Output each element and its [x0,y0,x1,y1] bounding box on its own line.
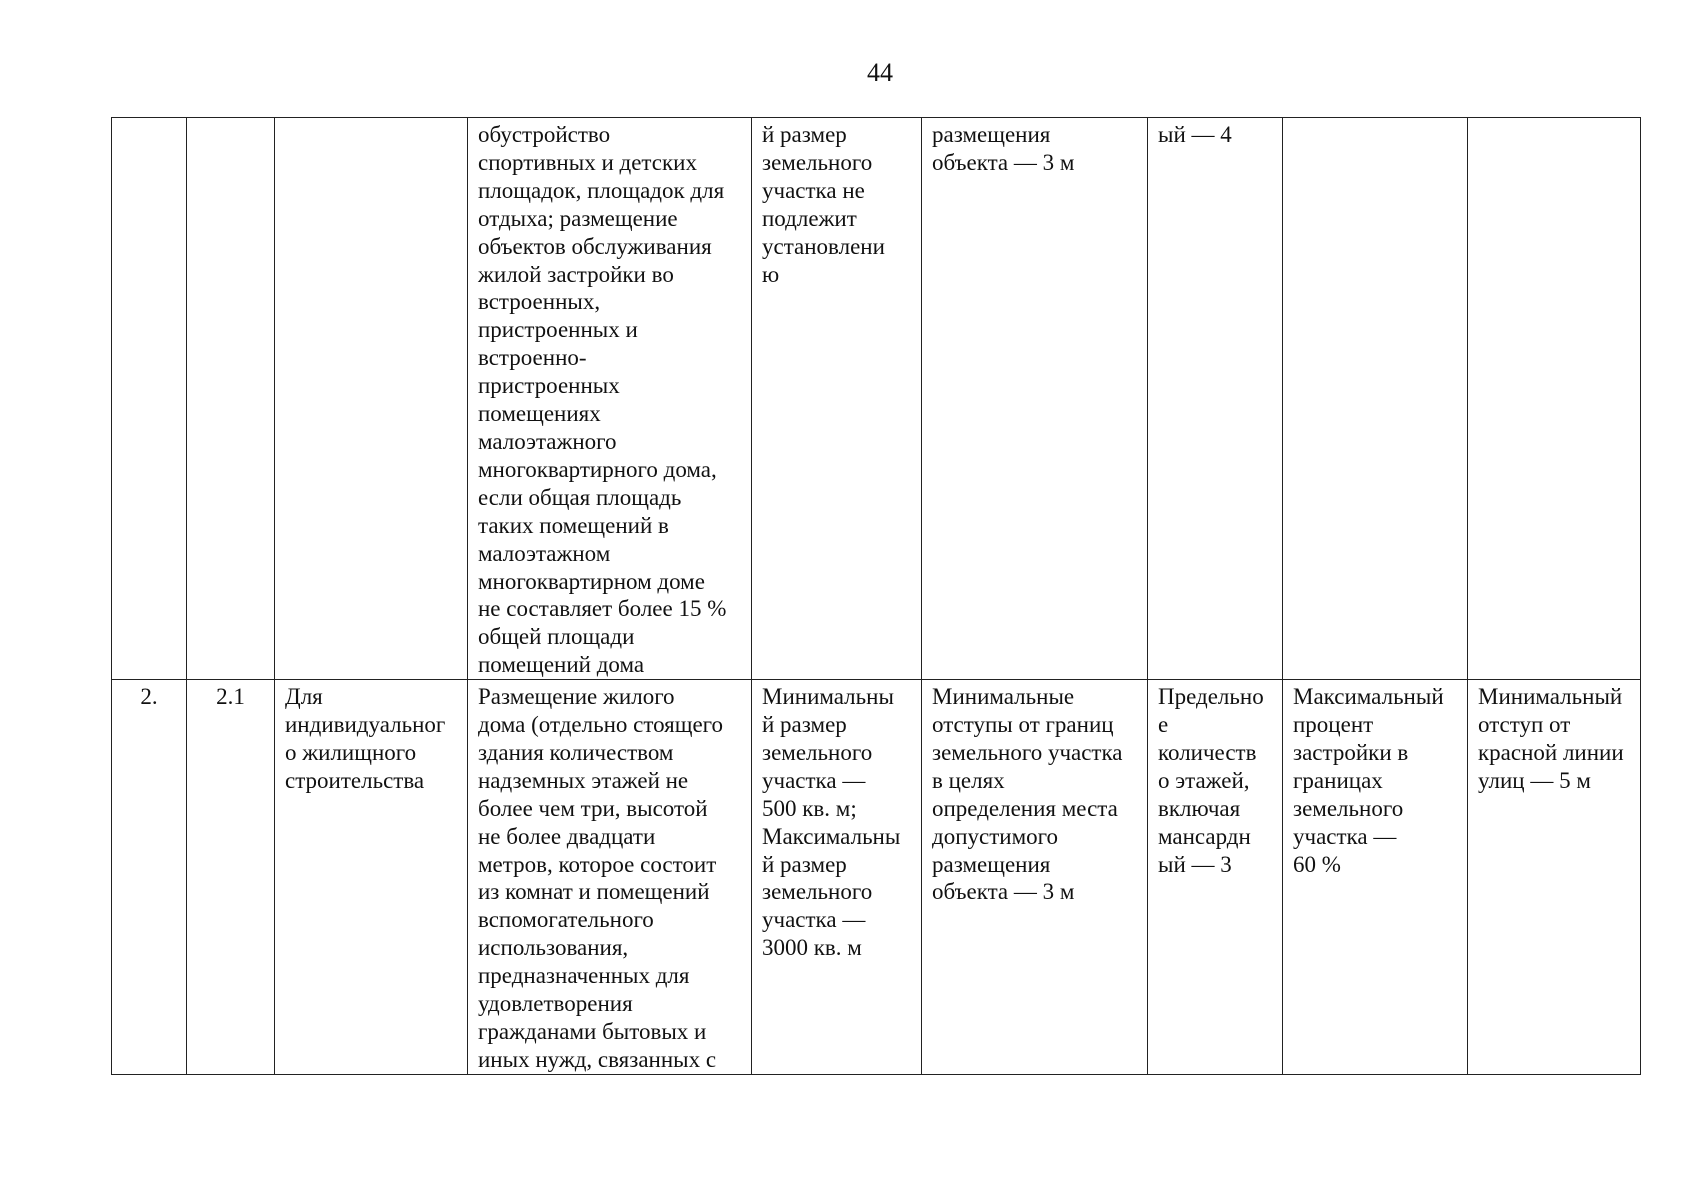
description-cell: Размещение жилого дома (отдельно стоящего здания количеством надземных этажей не более чем три, высотой не более двадцати метров, которое состоит из комнат и помещений вспомогательного использования, предназначенных для удовлетворения гражданами бытовых и иных нужд, связанных с [468,680,752,1075]
setback-cell: размещения объекта — 3 м [922,118,1148,680]
zoning-table [111,117,1641,1075]
red-line-setback-cell: Минимальный отступ от красной линии улиц — 5 м [1468,680,1641,1075]
setback-cell: Минимальные отступы от границ земельного участка в целях определения места допустимого размещения объекта — 3 м [922,680,1148,1075]
table-row [112,680,1641,1075]
plot-size-cell: й размер земельного участка не подлежит установлени ю [752,118,922,680]
building-percent-cell [1283,118,1468,680]
code-cell [187,118,275,680]
code-cell: 2.1 [187,680,275,1075]
row-number-cell [112,118,187,680]
use-type-cell [275,118,468,680]
floors-cell: Предельно е количеств о этажей, включая мансардн ый — 3 [1148,680,1283,1075]
page-number: 44 [867,58,893,87]
plot-size-cell: Минимальны й размер земельного участка — 500 кв. м; Максимальны й размер земельного участка — 3000 кв. м [752,680,922,1075]
building-percent-cell: Максимальный процент застройки в границах земельного участка — 60 % [1283,680,1468,1075]
description-cell: обустройство спортивных и детских площадок, площадок для отдыха; размещение объектов обслуживания жилой застройки во встроенных, пристроенных и встроенно- пристроенных помещениях малоэтажного многоквартирного дома, если общая площадь таких помещений в малоэтажном многоквартирном доме не составляет более 15 % общей площади помещений дома [468,118,752,680]
use-type-cell: Для индивидуальног о жилищного строительства [275,680,468,1075]
floors-cell: ый — 4 [1148,118,1283,680]
row-number-cell: 2. [112,680,187,1075]
red-line-setback-cell [1468,118,1641,680]
table-row [112,118,1641,680]
